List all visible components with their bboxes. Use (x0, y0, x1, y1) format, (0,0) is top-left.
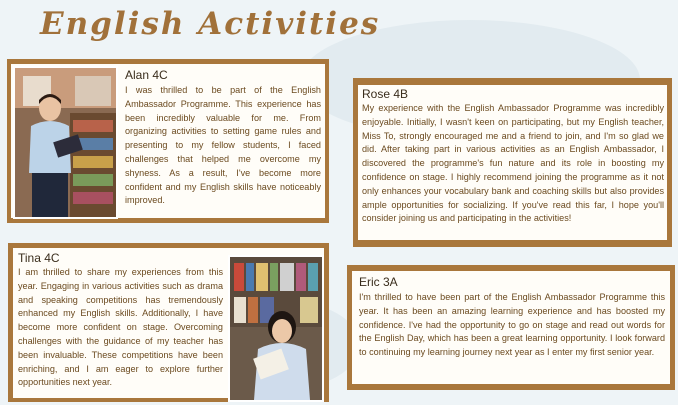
eric-text: I'm thrilled to have been part of the English Ambassador Programme this year. It has been an amazing learning experience and has boosted my confidence. I've had the opportunity to go on stage and read out words for the English Day, which has been a great learning opportunity. I look forward to continuing my learning journey next year as I enter my first senior year. (359, 292, 665, 358)
card-rose (353, 78, 672, 247)
eric-name: Eric 3A (359, 275, 398, 289)
alan-name: Alan 4C (125, 68, 168, 82)
page-title: English Activities (40, 6, 381, 42)
card-eric (347, 265, 675, 390)
rose-name: Rose 4B (362, 87, 409, 101)
tina-name: Tina 4C (18, 251, 60, 265)
card-tina (8, 243, 329, 402)
alan-photo (13, 66, 118, 219)
card-alan (7, 59, 329, 223)
rose-text: My experience with the English Ambassador Programme was incredibly enjoyable. Initially, I wasn't keen on participating, but my English teacher, Miss To, strongly encouraged me and a friend to join, and I'm so glad we did. After taking part in various activities as an English Ambassador, I discovered the programme's fun nature and its role in boosting my confidence on stage. I highly recommend joining the programme as it not only enhances your vocabulary bank and coaching skills but also provides ample opportunities for socializing. If you've read this far, I hope you'll consider joining us and participating in the activities! (362, 103, 664, 224)
tina-photo (228, 255, 324, 402)
alan-text: I was thrilled to be part of the English Ambassador Programme. This experience has been incredibly valuable for me. From organizing activities to setting game rules and presenting to my fellow students, I faced challenges that helped me overcome my shyness. As a result, I've become more confident and my English skills have noticeably improved. (125, 85, 321, 206)
tina-text: I am thrilled to share my experiences from this year. Engaging in various activities such as drama and speaking competitions has tremendously enhanced my English skills. Additionally, I have become more confident on stage. Overcoming challenges with the guidance of my teacher has been invaluable. These competitions have been enriching, and I am eager to explore further opportunities next year. (18, 267, 223, 388)
